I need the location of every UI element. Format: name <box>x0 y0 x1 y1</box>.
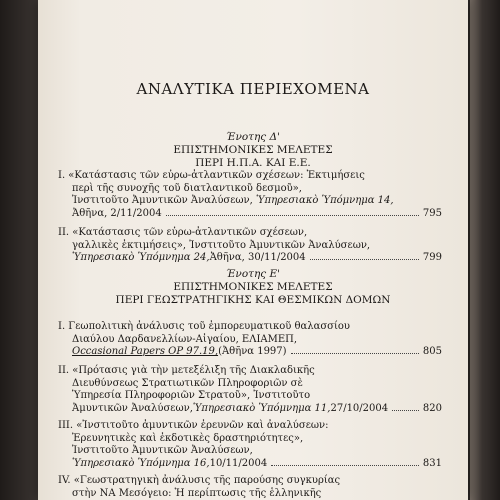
section-d-heading-1: ΕΠΙΣΤΗΜΟΝΙΚΕΣ ΜΕΛΕΤΕΣ <box>173 144 333 156</box>
entry-line: II. «Κατάστασις τῶν εὐρω-ἀτλαντικῶν σχέσεων, <box>58 227 308 238</box>
entry-line: Ἰνστιτοῦτο Ἀμυντικῶν Ἀναλύσεων, Ὑπηρεσιακὸ Ὑπόμνημα 14, <box>72 195 394 206</box>
entry-line: γαλλικὲς ἐκτιμήσεις», Ἰνστιτοῦτο Ἀμυντικῶν Ἀναλύσεων, <box>72 239 371 251</box>
entry-last-line: Ἀμυντικῶν Ἀναλύσεων, Ὑπηρεσιακὸ Ὑπόμνημα 11, 27/10/2004 820 <box>72 402 442 414</box>
entry-last-line: Ὑπηρεσιακὸ Ὑπόμνημα 24, Ἀθῆνα, 30/11/2004 799 <box>72 252 442 263</box>
section-d-heading-2: ΠΕΡΙ Η.Π.Α. ΚΑΙ Ε.Ε. <box>195 157 311 169</box>
entry-line: Ἰνστιτοῦτο Ἀμυντικῶν Ἀναλύσεων, <box>72 445 253 456</box>
entry-line: Ἐρευνητικὲς καὶ ἐκδοτικὲς δραστηριότητες», <box>72 432 304 444</box>
leader-dots <box>392 410 419 411</box>
page-number: 799 <box>422 252 442 263</box>
toc-entry[interactable] <box>58 420 442 470</box>
entry-line: IV. «Γεωστρατηγικὴ ἀνάλυσις τῆς παρούσης συγκυρίας <box>58 475 341 486</box>
leader-dots <box>310 259 419 260</box>
entry-line: III. «Ἰνστιτοῦτο ἀμυντικῶν ἐρευνῶν καὶ ἀναλύσεων: <box>58 420 329 431</box>
entry-line: στὴν ΝΑ Μεσόγειο: Ἡ περίπτωσις τῆς ἑλληνικῆς <box>72 487 322 499</box>
toc-entry[interactable] <box>58 475 442 500</box>
page-number: 831 <box>422 457 442 469</box>
toc-entry[interactable] <box>58 321 442 359</box>
entry-last-line: Ὑπηρεσιακὸ Ὑπόμνημα 16, 10/11/2004 831 <box>72 457 442 469</box>
toc-entry[interactable] <box>58 170 442 220</box>
section-e-heading-2: ΠΕΡΙ ΓΕΩΣΤΡΑΤΗΓΙΚΗΣ ΚΑΙ ΘΕΣΜΙΚΩΝ ΔΟΜΩΝ <box>115 294 391 306</box>
section-e-heading-1: ΕΠΙΣΤΗΜΟΝΙΚΕΣ ΜΕΛΕΤΕΣ <box>173 281 333 293</box>
page-number: 805 <box>422 346 442 357</box>
leader-dots <box>166 215 419 216</box>
toc-entry[interactable] <box>58 365 442 415</box>
leader-dots <box>271 465 419 466</box>
section-d-header <box>38 131 468 170</box>
section-e-unit: Ένοτης Ε' <box>225 268 281 280</box>
leader-dots <box>291 353 419 354</box>
entry-line: I. Γεωπολιτικὴ ἀνάλυσις τοῦ ἐμπορευματικοῦ θαλασσίου <box>58 321 351 332</box>
page-title: ΑΝΑΛΥΤΙΚΑ ΠΕΡΙΕΧΟΜΕΝΑ <box>136 80 370 98</box>
book-page <box>38 0 468 500</box>
entry-last-line: Occasional Papers OP 97.19, (Ἀθῆνα 1997) 805 <box>72 346 442 357</box>
book-edge-right <box>470 0 500 500</box>
toc-entry[interactable] <box>58 227 442 265</box>
entry-line: Διαύλου Δαρδανελλίων-Αἰγαίου, ΕΛΙΑΜΕΠ, <box>72 333 298 345</box>
entry-last-line: Ἀθῆνα, 2/11/2004 795 <box>72 207 442 219</box>
entry-line: II. «Πρότασις γιὰ τὴν μετεξέλιξη τῆς Διακλαδικῆς <box>58 365 315 376</box>
page-number: 820 <box>422 402 442 414</box>
section-d-unit: Ένοτης Δ' <box>226 131 280 143</box>
page-number: 795 <box>422 207 442 219</box>
entry-line: Διευθύνσεως Στρατιωτικῶν Πληροφοριῶν σὲ <box>72 377 303 389</box>
entry-line: I. «Κατάστασις τῶν εὐρω-ἀτλαντικῶν σχέσεων: Ἐκτιμήσεις <box>58 170 365 181</box>
entry-line: Ὑπηρεσία Πληροφοριῶν Στρατοῦ», Ἰνστιτοῦτο <box>72 390 311 401</box>
section-e-header <box>38 268 468 307</box>
entry-line: περὶ τῆς συνοχῆς τοῦ διατλαντικοῦ δεσμοῦ», <box>72 182 302 194</box>
